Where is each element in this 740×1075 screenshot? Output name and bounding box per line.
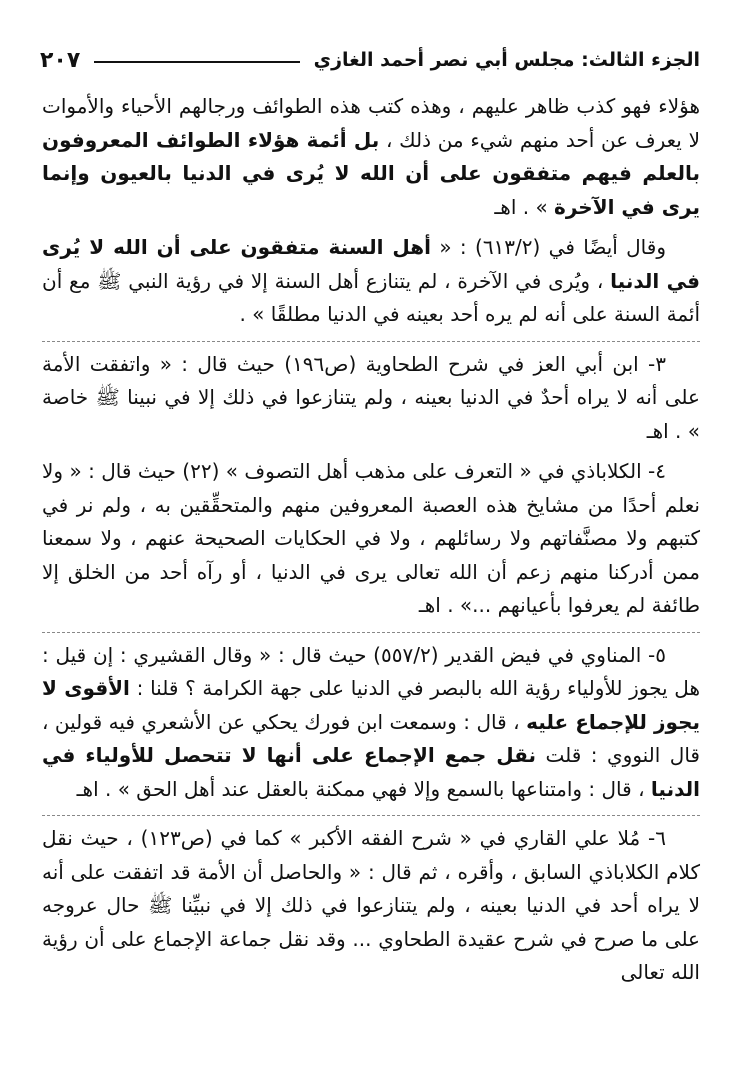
paragraph-separator [42,632,700,633]
text-run: هؤلاء فهو كذب ظاهر عليهم ، وهذه كتب هذه الطوائف ورجالهم الأحياء والأموات لا يعرف عن أحد منهم شيء من ذلك ، [42,94,700,152]
bold-text-run: نقل جمع الإجماع على أنها لا تتحصل للأولياء في الدنيا [42,743,700,801]
running-title: الجزء الثالث: مجلس أبي نصر أحمد الغازي [313,49,700,71]
header-rule [94,61,299,63]
bold-text-run: الأقوى لا يجوز للإجماع عليه [42,676,700,734]
paragraph [42,455,700,623]
page-body [42,90,700,990]
text-run: ، قال : وسمعت ابن فورك يحكي عن الأشعري فيه قولين ، قال النووي : قلت [42,709,700,767]
paragraph [42,90,700,224]
text-run: » . اهـ [494,194,555,219]
text-run: وقال أيضًا في (٦١٣/٢) : « [431,235,666,259]
paragraph [42,348,700,449]
bold-text-run: بل أئمة هؤلاء الطوائف المعروفون بالعلم فيهم متفقون على أن الله لا يُرى في الدنيا بالعيون وإنما يرى في الآخرة [42,127,700,219]
paragraph [42,231,700,332]
paragraph-separator [42,815,700,816]
paragraph [42,822,700,990]
page-header [40,40,700,80]
bold-text-run: أهل السنة متفقون على أن الله لا يُرى في الدنيا [42,235,700,293]
paragraph-separator [42,341,700,342]
page-number: ٢٠٧ [40,47,81,73]
text-run: ٥- المناوي في فيض القدير (٥٥٧/٢) حيث قال : « وقال القشيري : إن قيل : هل يجوز للأولياء رؤية الله بالبصر في الدنيا على جهة الكرامة ؟ قلنا : [42,642,700,700]
text-run: ٣- ابن أبي العز في شرح الطحاوية (ص١٩٦) حيث قال : « واتفقت الأمة على أنه لا يراه أحدٌ في الدنيا بعينه ، ولم يتنازعوا في ذلك إلا في نبينا ﷺ خاصة » . اهـ [42,351,700,443]
paragraph [42,639,700,807]
text-run: ، ويُرى في الآخرة ، لم يتنازع أهل السنة إلا في رؤية النبي ﷺ مع أن أئمة السنة على أنه لم يره أحد بعينه في الدنيا مطلقًا » . [42,268,700,326]
text-run: ٦- مُلا علي القاري في « شرح الفقه الأكبر » كما في (ص١٢٣) ، حيث نقل كلام الكلاباذي السابق ، وأقره ، ثم قال : « والحاصل أن الأمة قد اتفقت على أنه لا يراه أحد في الدنيا بعينه ، ولم يتنازعوا في ذلك إلا في نبيِّنا ﷺ حال عروجه على ما صرح في شرح عقيدة الطحاوي ... وقد نقل جماعة الإجماع على أن رؤية الله تعالى [42,826,700,984]
text-run: ٤- الكلاباذي في « التعرف على مذهب أهل التصوف » (٢٢) حيث قال : « ولا نعلم أحدًا من مشايخ هذه العصبة المعروفين منهم والمتحقِّقين به ، ولم نر في كتبهم ولا مصنَّفاتهم ولا رسائلهم ، ولا في الحكايات الصحيحة عنهم ، ولا سمعنا ممن أدركنا منهم زعم أن الله تعالى يرى في الدنيا ، أو رآه أحد من الخلق إلا طائفة لم يعرفوا بأعيانهم ...» . اهـ [42,459,700,617]
text-run: ، قال : وامتناعها بالسمع وإلا فهي ممكنة بالعقل عند أهل الحق » . اهـ [76,776,651,801]
